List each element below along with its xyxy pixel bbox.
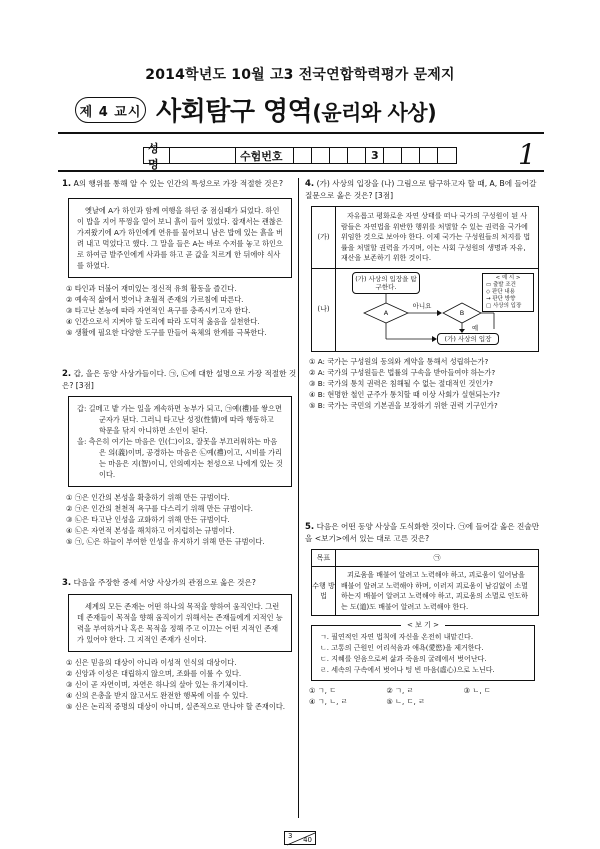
option-2[interactable]: ② ㄱ, ㄹ xyxy=(386,686,414,695)
question-stem: 1. A의 행위를 통해 알 수 있는 인간의 특성으로 가장 적절한 것은? xyxy=(62,179,283,189)
flow-start: (가) 사상의 입장을 탐구한다. xyxy=(352,272,420,294)
bogi-item: ㄹ. 세속의 구속에서 벗어나 텅 빈 마음(虛心)으로 노닌다. xyxy=(320,666,495,674)
option-5[interactable]: ⑤ 신은 논리적 증명의 대상이 아니며, 실존적으로 만나야 할 존재이다. xyxy=(66,702,286,711)
flow-no-label: 아니요 xyxy=(412,301,432,310)
bogi-item: ㄱ. 필연적인 자연 법칙에 자신을 온전히 내맡긴다. xyxy=(320,633,474,641)
name-field[interactable] xyxy=(170,148,236,163)
exam-no-box[interactable] xyxy=(384,148,402,163)
source-table xyxy=(311,206,539,352)
option-2[interactable]: ② A: 국가의 구성원들은 법률의 구속을 받아들여야 하는가? xyxy=(309,367,496,377)
option-list xyxy=(62,283,298,338)
period-badge: 제 4 교시 xyxy=(75,97,146,123)
option-5[interactable]: ⑤ 생활에 필요한 다양한 도구를 만들어 육체의 한계를 극복한다. xyxy=(66,328,267,337)
question-4 xyxy=(305,178,541,411)
option-1[interactable]: ① A: 국가는 구성원의 동의와 계약을 통해서 성립하는가? xyxy=(309,356,489,366)
flow-end: (가) 사상의 입장 xyxy=(437,333,499,345)
exam-no-box[interactable] xyxy=(438,148,456,163)
exam-no-box[interactable] xyxy=(402,148,420,163)
bogi-item: ㄴ. 고통의 근원인 어리석음과 애욕(愛慾)을 제거한다. xyxy=(320,644,484,652)
question-stem: 3. 다음을 주장한 중세 서양 사상가의 관점으로 옳은 것은? xyxy=(62,578,256,588)
option-4[interactable]: ④ ㉡은 자연적 본성을 해치하고 어지럽히는 규범이다. xyxy=(66,526,235,535)
option-4[interactable]: ④ 신의 은총을 받지 않고서도 완전한 행복에 이를 수 있다. xyxy=(66,691,249,700)
option-3[interactable]: ③ B: 국가의 통치 권력은 침해될 수 없는 절대적인 것인가? xyxy=(309,378,493,388)
header-rule-top xyxy=(58,132,544,134)
flow-node-a: A xyxy=(383,308,389,317)
option-5[interactable]: ⑤ ㄴ, ㄷ, ㄹ xyxy=(386,697,426,706)
diagram-table xyxy=(311,549,539,617)
left-column xyxy=(62,178,298,718)
method-label: 수행 방법 xyxy=(312,567,336,616)
exam-title: 2014학년도 10월 고3 전국연합학력평가 문제지 xyxy=(145,67,455,83)
option-4[interactable]: ④ ㄱ, ㄴ, ㄹ xyxy=(309,697,348,706)
footer-page-indicator xyxy=(284,831,316,845)
option-grid xyxy=(305,685,541,707)
exam-no-box[interactable] xyxy=(312,148,330,163)
passage-box: 옛날에 A가 하인과 함께 여행을 하던 중 점심때가 되었다. 하인이 밥을 지어 뚜껑을 열어 보니 흙이 들어 있었다. 잡재서는 괜찮은 가져왔기에 A가 하인에게 연유를 물어보니 남은 밥에 있는 흙을 버려 내고 먹었다고 했다. 그 말을 들은 A는 바로 수저를 놓고 하인으로 하여금 발주인에게 사과를 하고 곧 값을 치르게 한 뒤에야 식사를 하였다. xyxy=(68,198,292,278)
option-3[interactable]: ③ 신이 곧 자연이며, 자연은 하나의 살아 있는 유기체이다. xyxy=(66,680,249,689)
exam-no-box[interactable] xyxy=(294,148,312,163)
exam-no-label: 수험번호 xyxy=(236,148,294,163)
exam-no-box[interactable] xyxy=(420,148,438,163)
na-label: (나) xyxy=(312,268,336,351)
right-column xyxy=(305,178,541,713)
dialogue-line: 갑: 길메고 밭 가는 일을 계속하면 농부가 되고, ㉠예(禮)를 쌓으면 군자가 된다. 그러니 타고난 성정(性情)에 따라 행동하고 학문을 닦지 아니하면 소인이 된다. xyxy=(77,404,282,435)
question-stem: 4. (가) 사상의 입장을 (나) 그림으로 탐구하고자 할 때, A, B에 들어갈 질문으로 옳은 것은? [3점] xyxy=(305,179,537,200)
name-label: 성명 xyxy=(144,148,170,163)
column-divider xyxy=(298,178,299,818)
option-1[interactable]: ① 타인과 더불어 재미있는 정신적 유희 활동을 즐긴다. xyxy=(66,284,237,293)
subject-title xyxy=(156,91,436,128)
question-stem: 2. 갑, 을은 동양 사상가들이다. ㉠, ㉡에 대한 설명으로 가장 적절한 것은? [3점] xyxy=(62,369,297,390)
legend-item: ▢ 사상의 입장 xyxy=(486,302,522,309)
option-3[interactable]: ③ ㉡은 타고난 인성을 교화하기 위해 만든 규범이다. xyxy=(66,515,230,524)
legend-item: ◇ 판단 내용 xyxy=(486,288,515,295)
option-4[interactable]: ④ 인간으로서 지켜야 할 도리에 따라 도덕적 옳음을 실천한다. xyxy=(66,317,260,326)
option-5[interactable]: ⑤ B: 국가는 국민의 기본권을 보장하기 위한 권력 기구인가? xyxy=(309,400,498,410)
question-stem: 5. 다음은 어떤 동양 사상을 도식화한 것이다. ㉠에 들어갈 옳은 진술만을 <보기>에서 있는 대로 고른 것은? xyxy=(305,521,540,543)
subject-subtitle: (윤리와 사상) xyxy=(312,101,437,125)
question-2 xyxy=(62,368,298,547)
option-2[interactable]: ② 신앙과 이성은 대립하지 않으며, 조화를 이룰 수 있다. xyxy=(66,669,242,678)
option-list xyxy=(305,356,541,411)
option-2[interactable]: ② 예속적 삶에서 벗어나 초월적 존재의 가르침에 따른다. xyxy=(66,295,244,304)
question-1 xyxy=(62,178,298,338)
option-1[interactable]: ① ㉠은 인간의 본성을 확충하기 위해 만든 규범이다. xyxy=(66,493,230,502)
flowchart-cell xyxy=(336,268,539,351)
ga-label: (가) xyxy=(312,207,336,269)
legend-item: → 판단 방향 xyxy=(486,295,516,302)
bogi-title: < 보 기 > xyxy=(312,620,534,631)
student-id-bar xyxy=(143,141,457,171)
flow-yes-label: 예 xyxy=(471,323,479,332)
legend-item: ▭ 출발 조건 xyxy=(486,281,516,288)
flow-node-b: B xyxy=(459,308,465,317)
page-number: 1 xyxy=(518,138,536,171)
goal-value: ㉠ xyxy=(336,549,539,567)
question-5 xyxy=(305,521,541,708)
option-2[interactable]: ② ㉠은 인간의 천천적 욕구를 다스리기 위해 만든 규범이다. xyxy=(66,504,253,513)
question-3 xyxy=(62,577,298,712)
option-4[interactable]: ④ B: 현명한 철인 군주가 통치할 때 이상 사회가 실현되는가? xyxy=(309,389,500,399)
legend-title: < 예 시 > xyxy=(495,274,521,281)
header-rule-bottom xyxy=(58,170,544,172)
option-3[interactable]: ③ ㄴ, ㄷ xyxy=(463,686,491,695)
method-text: 괴로움을 배불어 알려고 노력해야 하고, 괴로움이 일어남을 배불어 알려고 노력해야 하며, 이러저 괴로움이 남김없이 소멸하는지 배불어 알려고 노력해야 하고, 괴로움의 소멸로 인도하는 도(道)도 배불어 알려고 노력해야 한다. xyxy=(336,567,539,616)
goal-label: 목표 xyxy=(312,549,336,567)
exam-no-digit: 3 xyxy=(366,148,384,163)
dialogue-line: 을: 측은히 여기는 마음은 인(仁)이요, 잘못을 부끄러워하는 마음은 의(義)이며, 공경하는 마음은 ㉡예(禮)이고, 시비를 가리는 마음은 지(智)이니, 인의예지는 천성으로 나에게 있는 것이다. xyxy=(77,437,283,479)
subject-name: 사회탐구 영역 xyxy=(156,97,313,127)
ga-text: 자유롭고 평화로운 자연 상태를 떠나 국가의 구성원이 된 사람들은 자연법을 위반한 행위를 처벌할 수 있는 권력을 국가에 위임한 것으로 보아야 한다. 이제 국가는 구성원들의 처지를 법률을 처벌할 권력을 가지며, 이는 사회 구성원의 생명과 자유, 재산을 보존하기 위한 것이다. xyxy=(336,207,539,269)
bogi-box xyxy=(311,621,535,681)
option-1[interactable]: ① ㄱ, ㄷ xyxy=(309,686,337,695)
passage-box: 세계의 모든 존재는 어떤 하나의 목적을 향하여 움직인다. 그런데 존재들이 목적을 향해 움직이기 위해서는 존재들에게 지적인 능력을 부여하거나 혹은 목적을 정해 주고 이끄는 어떤 지적인 존재가 있어야 한다. 그 지적인 존재가 신이다. xyxy=(68,594,292,652)
option-5[interactable]: ⑤ ㉠, ㉡은 하늘이 부여한 인성을 유지하기 위해 만든 규범이다. xyxy=(66,537,265,546)
option-list xyxy=(62,657,298,712)
option-list xyxy=(62,492,298,547)
flowchart xyxy=(336,269,538,351)
exam-no-box[interactable] xyxy=(330,148,348,163)
flow-legend xyxy=(482,273,534,312)
bogi-item: ㄷ. 지혜를 얻음으로써 삶과 죽음의 굴레에서 벗어난다. xyxy=(320,655,487,663)
dialogue-box xyxy=(68,396,292,487)
footer-page-b: 40 xyxy=(303,836,312,844)
option-1[interactable]: ① 신은 믿음의 대상이 아니라 이성적 인식의 대상이다. xyxy=(66,658,237,667)
footer-page-a: 3 xyxy=(288,832,293,840)
exam-no-box[interactable] xyxy=(348,148,366,163)
option-3[interactable]: ③ 타고난 본능에 따라 자연적인 욕구를 충족시키고자 한다. xyxy=(66,306,251,315)
